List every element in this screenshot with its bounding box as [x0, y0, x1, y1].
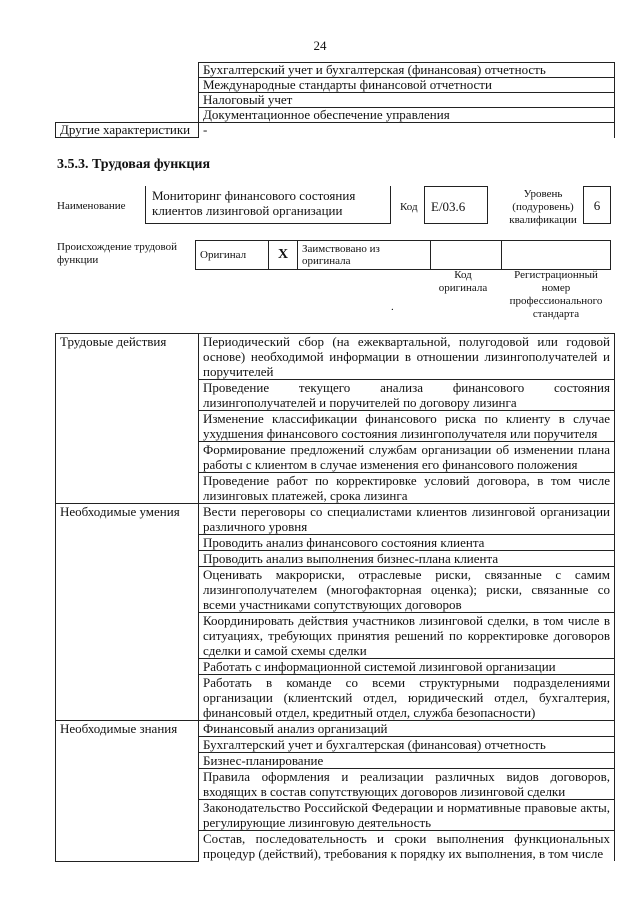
top-characteristics-table	[55, 62, 615, 138]
original-code-cell	[431, 241, 502, 270]
table-row	[56, 123, 615, 138]
other-characteristics-value: -	[199, 123, 615, 138]
other-characteristics-label: Другие характеристики	[56, 123, 199, 138]
labor-function-table	[55, 333, 615, 862]
table-cell: Правила оформления и реализации различных видов договоров, входящих в состав сопутствующих договоров лизинговой сделки	[199, 769, 615, 800]
table-row	[56, 78, 615, 93]
knowledge-label: Необходимые знания	[56, 721, 199, 862]
table-cell: Состав, последовательность и сроки выполнения функциональных процедур (действий), требования к порядку их выполнения, в том числе	[199, 831, 615, 862]
table-cell: Бухгалтерский учет и бухгалтерская (финансовая) отчетность	[199, 63, 615, 78]
table-row	[56, 108, 615, 123]
table-cell: Документационное обеспечение управления	[199, 108, 615, 123]
table-row	[56, 334, 615, 380]
code-value: E/03.6	[424, 186, 488, 224]
table-cell: Вести переговоры со специалистами клиентов лизинговой организации различного уровня	[199, 504, 615, 535]
origin-label: Происхождение трудовой функции	[57, 241, 178, 266]
table-cell: Работать в команде со всеми структурными подразделениями организации (клиентский отдел, юридический отдел, бухгалтерия, финансовый отдел, кредитный отдел, служба безопасности)	[199, 675, 615, 721]
table-cell: Финансовый анализ организаций	[199, 721, 615, 737]
level-label: Уровень (подуровень) квалификации	[509, 188, 577, 226]
table-cell: Изменение классификации финансового риска по клиенту в случае ухудшения финансового состояния лизингополучателя или поручителя	[199, 411, 615, 442]
stray-dot: .	[391, 301, 394, 313]
table-cell: Проводить анализ финансового состояния клиента	[199, 535, 615, 551]
table-row	[56, 504, 615, 535]
table-cell: Оценивать макрориски, отраслевые риски, связанные с самим лизингополучателем (многофакторная оценка); риски, связанные со всеми участниками сопутствующих договоров	[199, 567, 615, 613]
function-name-box: Мониторинг финансового состояния клиентов лизинговой организации	[145, 186, 391, 224]
table-cell: Международные стандарты финансовой отчетности	[199, 78, 615, 93]
table-cell: Законодательство Российской Федерации и нормативные правовые акты, регулирующие лизинговую деятельность	[199, 800, 615, 831]
actions-label: Трудовые действия	[56, 334, 199, 504]
borrowed-label: Заимствовано из оригинала	[298, 241, 431, 270]
name-label: Наименование	[57, 200, 126, 212]
reg-number-label: Регистрационный номер профессионального стандарта	[509, 269, 603, 320]
table-cell: Проведение текущего анализа финансового состояния лизингополучателей и поручителей по договору лизинга	[199, 380, 615, 411]
table-cell: Бизнес-планирование	[199, 753, 615, 769]
table-cell: Налоговый учет	[199, 93, 615, 108]
original-label: Оригинал	[196, 241, 269, 270]
code-label: Код	[400, 201, 418, 213]
level-value: 6	[583, 186, 611, 224]
page-number: 24	[313, 38, 327, 53]
skills-label: Необходимые умения	[56, 504, 199, 721]
original-mark: X	[269, 241, 298, 270]
table-cell: Периодический сбор (на ежеквартальной, полугодовой или годовой основе) необходимой информации в отношении лизингополучателей и поручителей	[199, 334, 615, 380]
table-row	[56, 63, 615, 78]
table-row	[56, 721, 615, 737]
table-row	[56, 93, 615, 108]
table-cell: Координировать действия участников лизинговой сделки, в том числе в ситуациях, требующих принятия решений по корректировке договоров сделки и самой схемы сделки	[199, 613, 615, 659]
table-cell: Проведение работ по корректировке условий договора, в том числе лизинговых платежей, срока лизинга	[199, 473, 615, 504]
table-cell: Работать с информационной системой лизинговой организации	[199, 659, 615, 675]
reg-number-cell	[502, 241, 611, 270]
section-title: 3.5.3. Трудовая функция	[57, 157, 211, 172]
original-code-label: Код оригинала	[438, 269, 488, 294]
table-cell: Проводить анализ выполнения бизнес-плана клиента	[199, 551, 615, 567]
table-cell: Формирование предложений службам организации об изменении плана работы с клиентом в случае изменения его финансового положения	[199, 442, 615, 473]
table-cell: Бухгалтерский учет и бухгалтерская (финансовая) отчетность	[199, 737, 615, 753]
origin-table	[195, 240, 611, 270]
